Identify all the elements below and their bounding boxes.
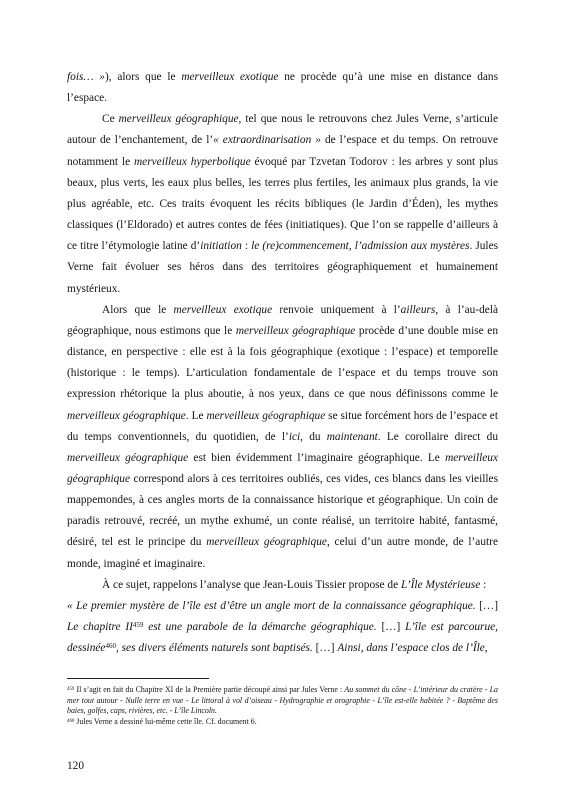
italic-text: ailleurs: [400, 303, 436, 316]
text: :: [480, 578, 487, 591]
text: , du: [300, 430, 327, 443]
italic-text: ici: [288, 430, 301, 443]
italic-text: merveilleux géographique: [206, 536, 327, 549]
italic-text: initiation: [200, 240, 242, 253]
footnote-459: [67, 685, 498, 717]
italic-text: merveilleux géographique: [67, 451, 498, 485]
text: , tel que nous le retrouvons chez Jules Verne, s’articule autour de l’enchantement, de l’: [67, 113, 498, 147]
italic-text: merveilleux exotique: [173, 303, 273, 316]
text: Alors que le: [102, 303, 174, 316]
text: :: [241, 240, 252, 253]
italic-text: merveilleux géographique: [235, 324, 356, 337]
italic-text: merveilleux exotique: [181, 71, 279, 83]
paragraph-4: [67, 575, 498, 596]
footnote-ref-460: 460: [105, 641, 116, 650]
footnote-460: [67, 717, 498, 728]
italic-text: , ses divers éléments naturels sont baptisés.: [115, 642, 313, 655]
text: Ce: [102, 113, 119, 126]
text: ), alors que le: [104, 71, 182, 83]
italic-text: merveilleux géographique: [206, 409, 326, 422]
text: de l’espace et du temps. On retrouve notamment le: [67, 134, 498, 168]
text: , à l’au-delà géographique, nous estimons que le: [67, 303, 499, 337]
footnote-number: 460: [67, 718, 75, 724]
text: Il s’agit en fait du Chapitre XI de la Première partie découpé ainsi par Jules Verne :: [74, 685, 345, 694]
footnote-ref-459: 459: [132, 620, 144, 629]
italic-text: le (re)commencement, l’admission aux mystères: [251, 240, 470, 253]
italic-text: merveilleux géographique: [67, 409, 186, 422]
italic-text: fois… »: [67, 71, 105, 83]
paragraph-3: [67, 300, 498, 575]
italic-text: « extraordinarisation »: [213, 134, 321, 147]
text: […]: [475, 599, 498, 612]
italic-text: merveilleux géographique: [67, 451, 189, 464]
text: évoqué par Tzvetan Todorov : les arbres y sont plus beaux, plus verts, les eaux plus belles, les terres plus fertiles, les animaux plus grands, la vie plus agréable, etc. Ces traits évoquent les récits bibliques (le Jardin d’Éden), les mythes classiques (l’Eldorado) et autres contes de fées (initiatiques). Que l’on se rappelle d’ailleurs à ce titre l’étymologie latine d’: [67, 155, 498, 253]
italic-text: L’Île Mystérieuse: [400, 578, 481, 591]
text: , celui d’un autre monde, de l’autre monde, imaginé et imaginaire.: [67, 536, 498, 570]
text: correspond alors à ces territoires oubliés, ces vides, ces blancs dans les vieilles mappemondes, à ces angles morts de la connaissance historique et géographique. Un coin de paradis retrouvé, recréé, un mythe exhumé, un conte réalisé, un territoire habité, fantasmé, désiré, tel est le principe du: [67, 472, 498, 549]
italic-text: merveilleux hyperbolique: [133, 155, 251, 168]
italic-text: L’île est parcourue, dessinée: [67, 621, 499, 655]
text: Jules Verne a dessiné lui-même cette île. Cf. document 6.: [74, 717, 257, 727]
paragraph-1: [67, 67, 498, 109]
paragraph-2: [67, 109, 498, 299]
footnotes: [67, 685, 498, 728]
text: . Jules Verne fait évoluer ses héros dans des territoires géographiquement et humainement mystérieux.: [67, 240, 499, 295]
text: […]: [376, 621, 406, 634]
main-text: [67, 67, 498, 659]
text: . Le: [185, 409, 207, 422]
footnote-separator: [67, 678, 209, 679]
italic-text: Au sommet du cône - L’intérieur du cratère - La mer tout autour - Nulle terre en vue - Le littoral à vol d’oiseau - Hydrographie et orographie - L’île est-elle habitée ? - Baptême des baies, golfes, caps, rivières, etc. - L’île Lincoln.: [67, 685, 498, 716]
italic-text: Ainsi, dans l’espace clos de l’Île,: [337, 642, 488, 655]
italic-text: merveilleux géographique: [118, 113, 239, 126]
text: À ce sujet, rappelons l’analyse que Jean-Louis Tissier propose de: [102, 578, 401, 591]
page-number: 120: [67, 760, 85, 772]
text: se situe forcément hors de l’espace et du temps conventionnels, du quotidien, de l’: [67, 409, 498, 443]
text: est bien évidemment l’imaginaire géographique. Le: [188, 451, 446, 464]
italic-text: Le chapitre II: [67, 621, 133, 634]
quote-paragraph: [67, 596, 498, 659]
italic-text: maintenant: [326, 430, 378, 443]
text: procède d’une double mise en distance, en perspective : elle est à la fois géographique (exotique : l’espace) et temporelle (historique : le temps). L’articulation fondamentale de l’espace et du temps trouve son expression rhétorique la plus aboutie, à nos yeux, dans ce que nous définissons comme le: [67, 324, 498, 401]
italic-text: « Le premier mystère de l’île est d’être un angle mort de la connaissance géographique.: [67, 599, 476, 612]
text: […]: [312, 642, 338, 655]
italic-text: est une parabole de la démarche géographique.: [143, 621, 377, 634]
text: renvoie uniquement à l’: [272, 303, 401, 316]
text: ne procède qu’à une mise en distance dans l’espace.: [67, 71, 498, 105]
text: . Le corollaire direct du: [377, 430, 498, 443]
footnote-number: 459: [67, 686, 75, 692]
